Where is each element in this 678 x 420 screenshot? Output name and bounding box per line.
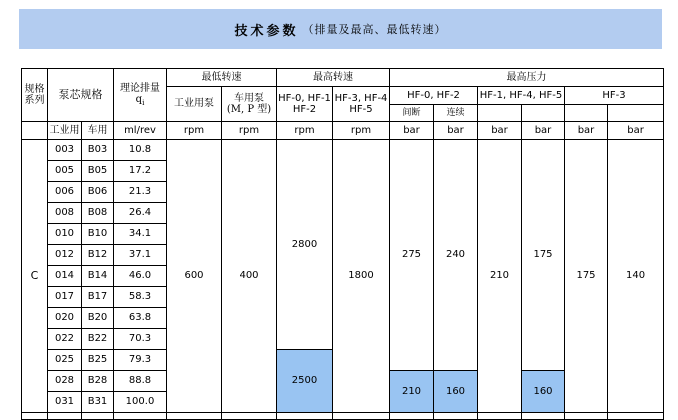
cell-industrial: 008: [48, 203, 82, 224]
header-spec-series: 规格系列: [22, 69, 48, 122]
cell-disp: 17.2: [114, 161, 167, 182]
cell-disp: 37.1: [114, 245, 167, 266]
cell-industrial: 006: [48, 182, 82, 203]
max-hf012-cell: 2800: [277, 140, 333, 350]
header-max-speed: 最高转速: [277, 69, 390, 87]
cut-cell: [22, 413, 48, 420]
series-cell: C: [22, 140, 48, 413]
unit-rpm-3: rpm: [277, 122, 333, 140]
cell-industrial: 005: [48, 161, 82, 182]
cell-disp: 63.8: [114, 308, 167, 329]
header-min-speed: 最低转速: [167, 69, 277, 87]
cell-industrial: 014: [48, 266, 82, 287]
cell-industrial: 022: [48, 329, 82, 350]
cell-disp: 58.3: [114, 287, 167, 308]
header-vehicle-pump: 车用泵 (M, P 型): [222, 87, 277, 122]
header-pump-core: 泵芯规格: [48, 69, 114, 122]
cut-cell: [608, 413, 664, 420]
header-blank-4: [608, 105, 664, 122]
header-industrial-pump: 工业用泵: [167, 87, 222, 122]
cell-industrial: 012: [48, 245, 82, 266]
max-hf012-large-cell: 2500: [277, 350, 333, 413]
header-hf-3-4-5: HF-3, HF-4 HF-5: [333, 87, 390, 122]
cell-disp: 79.3: [114, 350, 167, 371]
cut-cell: [167, 413, 222, 420]
p-hf3-a-cell: 175: [565, 140, 608, 413]
cell-vehicle: B25: [82, 350, 114, 371]
cut-cell: [522, 413, 565, 420]
p-hf145-b-large-cell: 160: [522, 371, 565, 413]
unit-rpm-2: rpm: [222, 122, 277, 140]
cell-industrial: 003: [48, 140, 82, 161]
cell-disp: 10.8: [114, 140, 167, 161]
unit-bar-2: bar: [434, 122, 478, 140]
cut-cell: [478, 413, 522, 420]
header-press-hf-1-4-5: HF-1, HF-4, HF-5: [478, 87, 565, 105]
cell-vehicle: B28: [82, 371, 114, 392]
cell-vehicle: B17: [82, 287, 114, 308]
p-hf02-int-cell: 275: [390, 140, 434, 371]
header-industrial-use: 工业用: [48, 122, 82, 140]
title-banner: [19, 9, 662, 49]
p-hf02-cont-large-cell: 160: [434, 371, 478, 413]
cell-industrial: 031: [48, 392, 82, 413]
header-hf-0-1-2: HF-0, HF-1 HF-2: [277, 87, 333, 122]
cut-cell: [114, 413, 167, 420]
cell-vehicle: B22: [82, 329, 114, 350]
cell-disp: 26.4: [114, 203, 167, 224]
header-blank-2: [522, 105, 565, 122]
header-continuous: 连续: [434, 105, 478, 122]
cell-vehicle: B05: [82, 161, 114, 182]
p-hf02-cont-cell: 240: [434, 140, 478, 371]
cell-vehicle: B06: [82, 182, 114, 203]
header-vehicle-use: 车用: [82, 122, 114, 140]
min-vehicle-cell: 400: [222, 140, 277, 413]
p-hf3-b-cell: 140: [608, 140, 664, 413]
cell-industrial: 010: [48, 224, 82, 245]
cell-vehicle: B10: [82, 224, 114, 245]
cell-vehicle: B03: [82, 140, 114, 161]
max-hf345-cell: 1800: [333, 140, 390, 413]
cell-vehicle: B20: [82, 308, 114, 329]
unit-bar-4: bar: [522, 122, 565, 140]
cell-disp: 70.3: [114, 329, 167, 350]
cut-cell: [222, 413, 277, 420]
cut-cell: [565, 413, 608, 420]
cut-cell: [390, 413, 434, 420]
header-theoretical-disp: 理论排量 $q_i$: [114, 69, 167, 122]
cut-cell: [82, 413, 114, 420]
cut-cell: [434, 413, 478, 420]
table-row: [22, 140, 664, 161]
p-hf145-a-cell: 210: [478, 140, 522, 413]
cell-vehicle: B31: [82, 392, 114, 413]
min-industrial-cell: 600: [167, 140, 222, 413]
unit-rpm-1: rpm: [167, 122, 222, 140]
banner-title: 技术参数: [234, 23, 299, 39]
header-press-hf-0-2: HF-0, HF-2: [390, 87, 478, 105]
cell-disp: 21.3: [114, 182, 167, 203]
header-q-subscript: i: [142, 99, 145, 108]
unit-bar-1: bar: [390, 122, 434, 140]
cell-disp: 100.0: [114, 392, 167, 413]
spec-table: [21, 68, 664, 420]
unit-row: [22, 122, 664, 140]
cell-disp: 46.0: [114, 266, 167, 287]
header-blank-3: [565, 105, 608, 122]
banner-subtitle: （排量及最高、最低转速）: [302, 23, 447, 36]
cell-vehicle: B08: [82, 203, 114, 224]
header-row-1: [22, 69, 664, 87]
unit-bar-5: bar: [565, 122, 608, 140]
p-hf02-int-large-cell: 210: [390, 371, 434, 413]
cell-vehicle: B14: [82, 266, 114, 287]
cell-industrial: 028: [48, 371, 82, 392]
cell-disp: 34.1: [114, 224, 167, 245]
header-q-symbol: q: [135, 94, 143, 106]
cut-cell: [277, 413, 333, 420]
table-row-cut: [22, 413, 664, 420]
cell-disp: 88.8: [114, 371, 167, 392]
header-blank-1: [478, 105, 522, 122]
unit-bar-3: bar: [478, 122, 522, 140]
cell-vehicle: B12: [82, 245, 114, 266]
cell-industrial: 017: [48, 287, 82, 308]
header-max-pressure: 最高压力: [390, 69, 664, 87]
unit-rpm-4: rpm: [333, 122, 390, 140]
p-hf145-b-cell: 175: [522, 140, 565, 371]
header-intermittent: 间断: [390, 105, 434, 122]
cut-cell: [48, 413, 82, 420]
cell-industrial: 020: [48, 308, 82, 329]
header-press-hf-3: HF-3: [565, 87, 664, 105]
unit-bar-6: bar: [608, 122, 664, 140]
cell-industrial: 025: [48, 350, 82, 371]
unit-blank: [22, 122, 48, 140]
cut-cell: [333, 413, 390, 420]
unit-disp: ml/rev: [114, 122, 167, 140]
